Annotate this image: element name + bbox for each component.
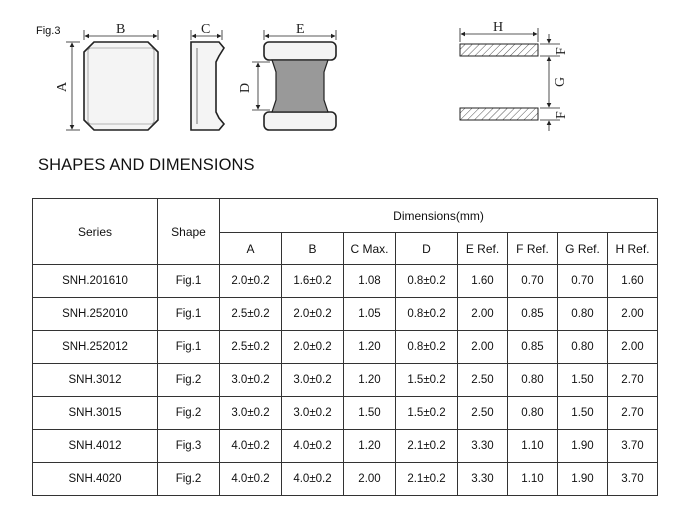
cell-value: 3.70 bbox=[608, 463, 658, 496]
cell-value: 0.80 bbox=[508, 364, 558, 397]
cell-value: 3.0±0.2 bbox=[220, 364, 282, 397]
cell-series: SNH.4020 bbox=[33, 463, 158, 496]
cell-value: 2.00 bbox=[458, 298, 508, 331]
cell-value: 0.8±0.2 bbox=[396, 331, 458, 364]
cell-series: SNH.4012 bbox=[33, 430, 158, 463]
cell-value: 4.0±0.2 bbox=[220, 463, 282, 496]
cell-value: 1.05 bbox=[344, 298, 396, 331]
cell-value: 3.70 bbox=[608, 430, 658, 463]
header-col-h: H Ref. bbox=[608, 233, 658, 265]
cell-value: 1.20 bbox=[344, 430, 396, 463]
dim-label-h: H bbox=[493, 20, 504, 35]
cell-series: SNH.3012 bbox=[33, 364, 158, 397]
cell-value: 2.00 bbox=[608, 331, 658, 364]
dim-label-b: B bbox=[116, 22, 126, 37]
cell-value: 1.20 bbox=[344, 331, 396, 364]
header-col-c: C Max. bbox=[344, 233, 396, 265]
cell-value: 2.70 bbox=[608, 364, 658, 397]
cell-value: 2.5±0.2 bbox=[220, 331, 282, 364]
cell-value: 0.85 bbox=[508, 331, 558, 364]
cell-shape: Fig.3 bbox=[158, 430, 220, 463]
front-view bbox=[238, 22, 336, 130]
cell-value: 2.5±0.2 bbox=[220, 298, 282, 331]
cell-value: 0.8±0.2 bbox=[396, 298, 458, 331]
dim-label-e: E bbox=[296, 22, 305, 37]
cell-value: 3.0±0.2 bbox=[282, 397, 344, 430]
header-col-f: F Ref. bbox=[508, 233, 558, 265]
dim-label-d: D bbox=[238, 82, 253, 93]
cell-value: 1.60 bbox=[608, 265, 658, 298]
cell-series: SNH.201610 bbox=[33, 265, 158, 298]
table-row bbox=[33, 298, 658, 331]
dim-label-c: C bbox=[201, 22, 211, 37]
cell-shape: Fig.2 bbox=[158, 397, 220, 430]
cell-value: 3.30 bbox=[458, 430, 508, 463]
cell-value: 1.6±0.2 bbox=[282, 265, 344, 298]
cell-value: 1.50 bbox=[558, 397, 608, 430]
cell-value: 2.1±0.2 bbox=[396, 430, 458, 463]
cell-series: SNH.252010 bbox=[33, 298, 158, 331]
cell-value: 1.08 bbox=[344, 265, 396, 298]
dim-label-f-top: F bbox=[554, 47, 569, 55]
header-col-g: G Ref. bbox=[558, 233, 608, 265]
cell-value: 1.5±0.2 bbox=[396, 364, 458, 397]
dimensions-table bbox=[32, 198, 658, 496]
cell-value: 3.0±0.2 bbox=[220, 397, 282, 430]
cell-value: 1.10 bbox=[508, 463, 558, 496]
cell-value: 1.5±0.2 bbox=[396, 397, 458, 430]
dimension-drawing bbox=[0, 0, 676, 150]
cell-value: 3.30 bbox=[458, 463, 508, 496]
cell-value: 0.80 bbox=[508, 397, 558, 430]
cell-value: 1.90 bbox=[558, 463, 608, 496]
cell-value: 2.0±0.2 bbox=[220, 265, 282, 298]
cell-shape: Fig.1 bbox=[158, 298, 220, 331]
header-shape: Shape bbox=[158, 199, 220, 265]
cell-value: 2.50 bbox=[458, 364, 508, 397]
cell-shape: Fig.2 bbox=[158, 364, 220, 397]
header-col-b: B bbox=[282, 233, 344, 265]
cell-value: 2.00 bbox=[608, 298, 658, 331]
cell-value: 2.0±0.2 bbox=[282, 331, 344, 364]
table-row bbox=[33, 397, 658, 430]
cell-value: 4.0±0.2 bbox=[282, 463, 344, 496]
cell-value: 2.1±0.2 bbox=[396, 463, 458, 496]
table-row bbox=[33, 364, 658, 397]
side-view bbox=[191, 22, 224, 130]
cell-value: 2.00 bbox=[344, 463, 396, 496]
cell-value: 2.50 bbox=[458, 397, 508, 430]
header-dimensions: Dimensions(mm) bbox=[220, 199, 658, 233]
cell-value: 1.50 bbox=[344, 397, 396, 430]
cell-value: 0.85 bbox=[508, 298, 558, 331]
cell-shape: Fig.2 bbox=[158, 463, 220, 496]
header-col-a: A bbox=[220, 233, 282, 265]
table-row bbox=[33, 331, 658, 364]
cell-shape: Fig.1 bbox=[158, 265, 220, 298]
cell-value: 0.80 bbox=[558, 331, 608, 364]
cell-value: 0.70 bbox=[558, 265, 608, 298]
page-title: SHAPES AND DIMENSIONS bbox=[38, 156, 255, 174]
cell-value: 1.90 bbox=[558, 430, 608, 463]
cell-value: 4.0±0.2 bbox=[282, 430, 344, 463]
cell-value: 2.00 bbox=[458, 331, 508, 364]
dim-label-f-bottom: F bbox=[554, 111, 569, 119]
dim-label-a: A bbox=[55, 81, 70, 92]
cell-value: 1.20 bbox=[344, 364, 396, 397]
header-col-d: D bbox=[396, 233, 458, 265]
cell-series: SNH.252012 bbox=[33, 331, 158, 364]
cell-value: 3.0±0.2 bbox=[282, 364, 344, 397]
fig-label: Fig.3 bbox=[36, 25, 61, 37]
cell-value: 1.50 bbox=[558, 364, 608, 397]
header-series: Series bbox=[33, 199, 158, 265]
dim-label-g: G bbox=[553, 76, 568, 87]
cell-value: 2.0±0.2 bbox=[282, 298, 344, 331]
cell-value: 2.70 bbox=[608, 397, 658, 430]
table-row bbox=[33, 430, 658, 463]
land-pattern bbox=[460, 20, 569, 131]
table-row bbox=[33, 265, 658, 298]
cell-shape: Fig.1 bbox=[158, 331, 220, 364]
cell-value: 0.8±0.2 bbox=[396, 265, 458, 298]
cell-value: 4.0±0.2 bbox=[220, 430, 282, 463]
cell-value: 0.80 bbox=[558, 298, 608, 331]
cell-series: SNH.3015 bbox=[33, 397, 158, 430]
top-view bbox=[55, 22, 158, 130]
cell-value: 1.60 bbox=[458, 265, 508, 298]
table-row bbox=[33, 463, 658, 496]
cell-value: 0.70 bbox=[508, 265, 558, 298]
header-col-e: E Ref. bbox=[458, 233, 508, 265]
cell-value: 1.10 bbox=[508, 430, 558, 463]
